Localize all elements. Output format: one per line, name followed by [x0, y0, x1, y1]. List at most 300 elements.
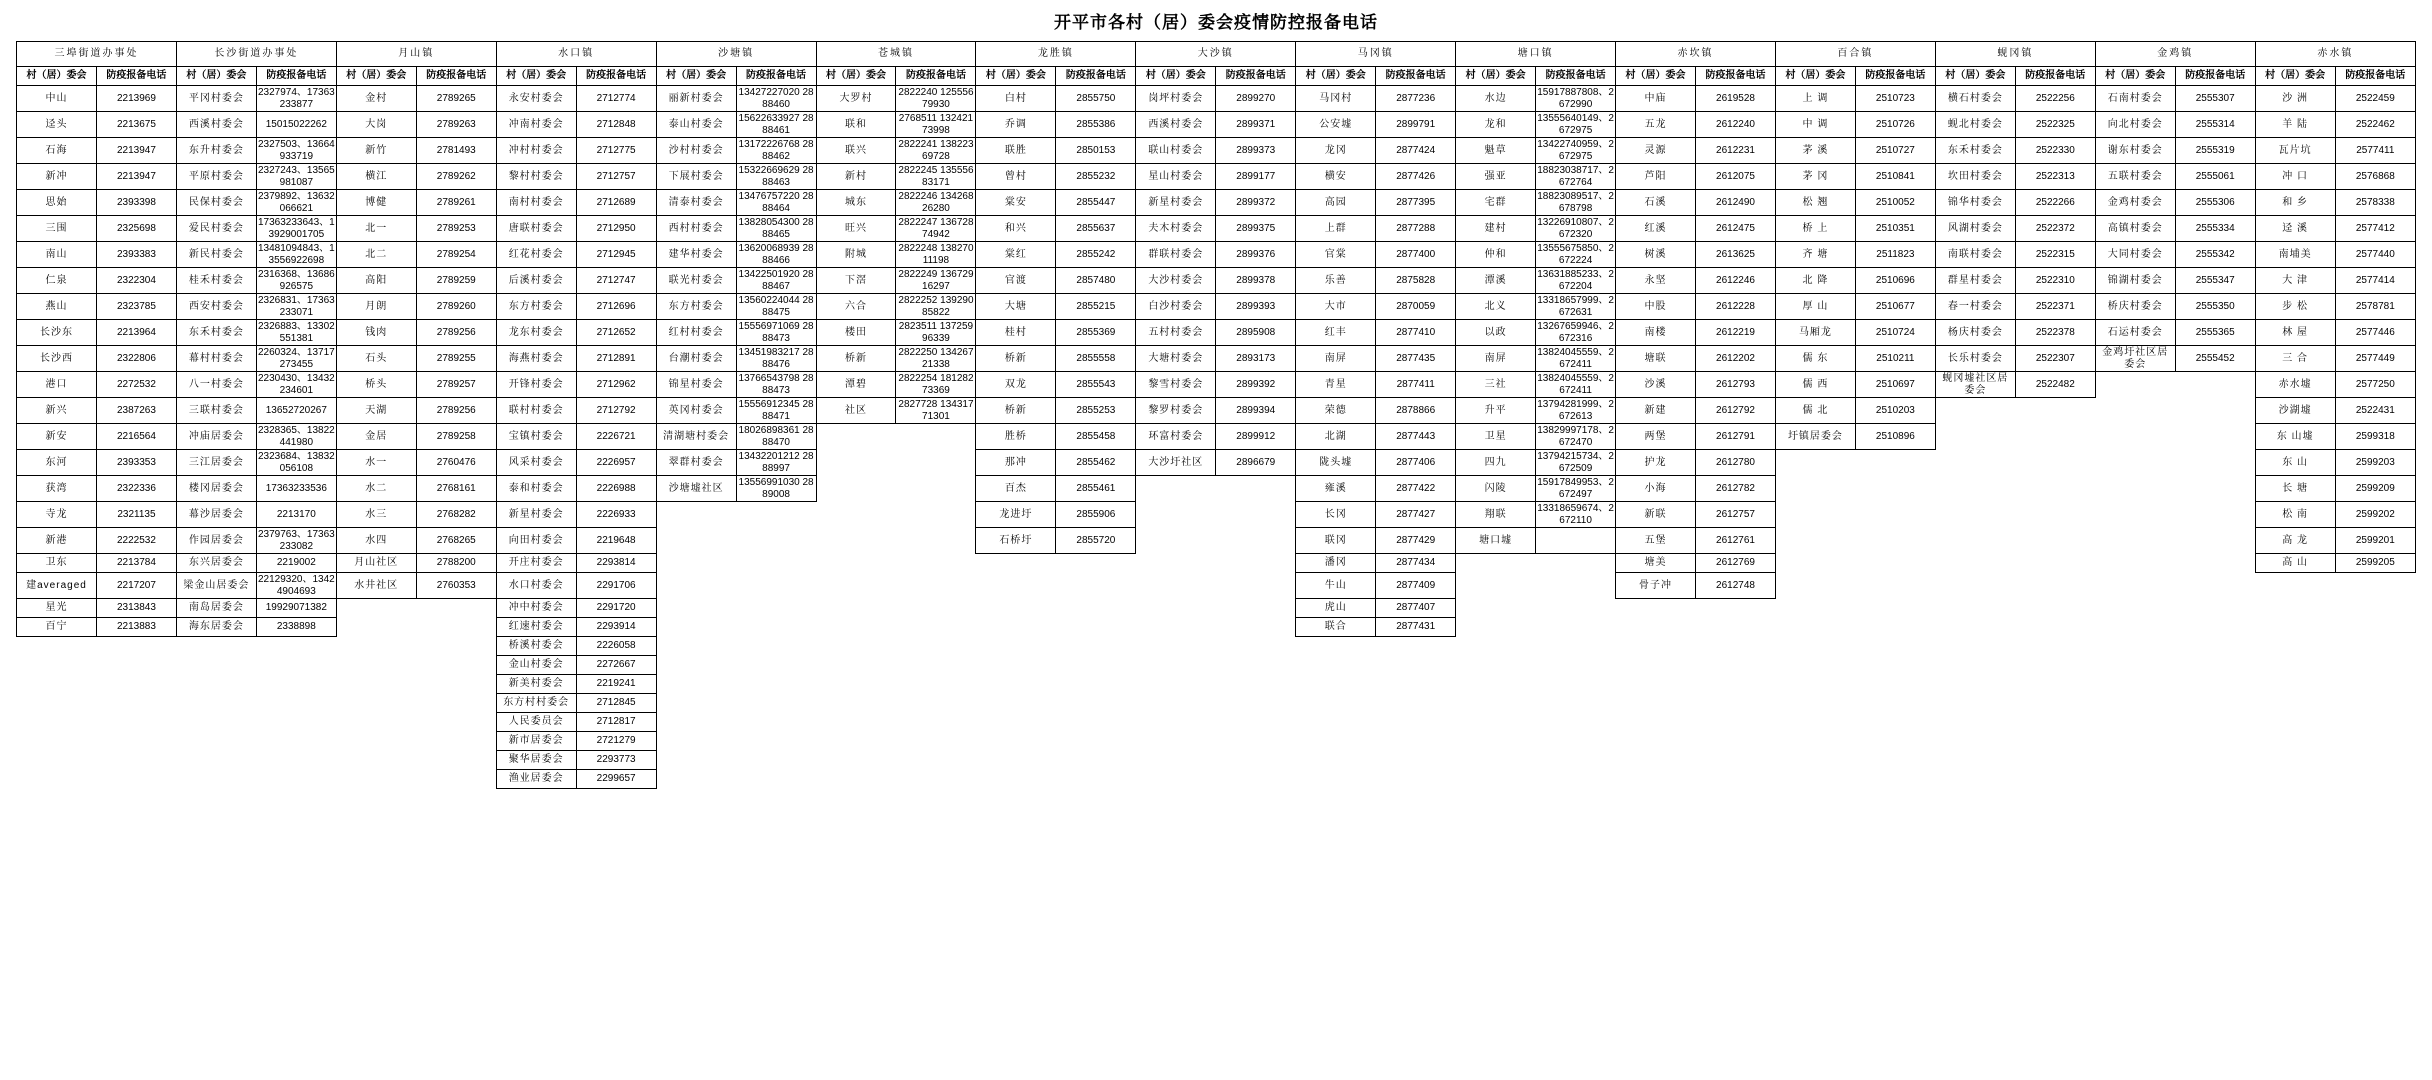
table-row	[17, 138, 2416, 164]
empty-cell	[816, 554, 896, 573]
phone-number-cell: 2855906	[1056, 502, 1136, 528]
village-name-cell: 坎田村委会	[1935, 164, 2015, 190]
phone-number-cell: 2712950	[576, 216, 656, 242]
village-name-cell: 海燕村委会	[496, 346, 576, 372]
empty-cell	[416, 751, 496, 770]
phone-number-cell: 2578338	[2335, 190, 2415, 216]
village-name-cell: 桥新	[976, 346, 1056, 372]
table-row	[17, 320, 2416, 346]
phone-number-cell: 2219002	[256, 554, 336, 573]
phone-number-cell: 2522459	[2335, 86, 2415, 112]
column-header-phone: 防疫报备电话	[896, 67, 976, 86]
empty-cell	[1855, 476, 1935, 502]
empty-cell	[976, 599, 1056, 618]
phone-number-cell: 2555350	[2175, 294, 2255, 320]
phone-number-cell: 2850153	[1056, 138, 1136, 164]
empty-cell	[2015, 398, 2095, 424]
village-name-cell: 升平	[1456, 398, 1536, 424]
empty-cell	[896, 450, 976, 476]
table-row	[17, 216, 2416, 242]
empty-cell	[416, 599, 496, 618]
town-header: 大沙镇	[1136, 42, 1296, 67]
phone-number-cell: 13652720267	[256, 398, 336, 424]
empty-cell	[2175, 573, 2255, 599]
empty-cell	[2015, 675, 2095, 694]
phone-number-cell: 2895908	[1216, 320, 1296, 346]
phone-number-cell: 2855215	[1056, 294, 1136, 320]
village-name-cell: 四九	[1456, 450, 1536, 476]
empty-cell	[656, 694, 736, 713]
village-name-cell: 陇头墟	[1296, 450, 1376, 476]
village-name-cell: 长 塘	[2255, 476, 2335, 502]
phone-number-cell: 13824045559、2672411	[1537, 373, 1614, 396]
phone-number-cell: 2510211	[1855, 346, 1935, 372]
village-name-cell: 新冲	[17, 164, 97, 190]
empty-cell	[656, 599, 736, 618]
empty-cell	[96, 656, 176, 675]
empty-cell	[1456, 599, 1536, 618]
phone-number-cell: 2822245 13555683171	[896, 164, 976, 190]
village-name-cell: 旺兴	[816, 216, 896, 242]
empty-cell	[1216, 637, 1296, 656]
village-name-cell: 青星	[1296, 372, 1376, 398]
village-name-cell: 迳 溪	[2255, 216, 2335, 242]
village-name-cell: 蚬北村委会	[1935, 112, 2015, 138]
phone-number-cell: 2555347	[2175, 268, 2255, 294]
column-header-village: 村（居）委会	[1935, 67, 2015, 86]
empty-cell	[1536, 751, 1616, 770]
empty-cell	[416, 618, 496, 637]
village-name-cell: 儒 北	[1775, 398, 1855, 424]
empty-cell	[1216, 528, 1296, 554]
phone-number-cell: 13794215734、2672509	[1537, 451, 1614, 474]
phone-number-cell: 2599202	[2335, 502, 2415, 528]
phone-number-cell: 2599205	[2335, 554, 2415, 573]
empty-cell	[2095, 476, 2175, 502]
village-name-cell: 五龙	[1616, 112, 1696, 138]
empty-cell	[1935, 694, 2015, 713]
phone-number-cell: 2712689	[576, 190, 656, 216]
phone-number-cell: 2855253	[1056, 398, 1136, 424]
empty-cell	[1456, 713, 1536, 732]
village-name-cell: 星山村委会	[1136, 164, 1216, 190]
phone-number-cell: 2226957	[576, 450, 656, 476]
phone-number-cell: 2877426	[1376, 164, 1456, 190]
empty-cell	[816, 770, 896, 789]
phone-number-cell: 2293914	[576, 618, 656, 637]
village-name-cell: 台潮村委会	[656, 346, 736, 372]
village-name-cell: 大市	[1296, 294, 1376, 320]
village-name-cell: 强亚	[1456, 164, 1536, 190]
village-name-cell: 高阳	[336, 268, 416, 294]
town-header-row	[17, 42, 2416, 67]
empty-cell	[1136, 656, 1216, 675]
village-name-cell: 锦星村委会	[656, 372, 736, 398]
empty-cell	[1216, 751, 1296, 770]
empty-cell	[336, 751, 416, 770]
phone-number-cell: 2219648	[576, 528, 656, 554]
phone-number-cell: 2387263	[96, 398, 176, 424]
phone-number-cell: 2323785	[96, 294, 176, 320]
village-name-cell: 冲 口	[2255, 164, 2335, 190]
empty-cell	[2335, 694, 2415, 713]
empty-cell	[1136, 554, 1216, 573]
empty-cell	[1935, 770, 2015, 789]
phone-number-cell: 2555452	[2175, 346, 2255, 372]
phone-number-cell: 13427227020 2888460	[736, 86, 816, 112]
village-name-cell: 三围	[17, 216, 97, 242]
village-name-cell: 新星村委会	[496, 502, 576, 528]
village-name-cell: 金鸡村委会	[2095, 190, 2175, 216]
empty-cell	[1696, 675, 1776, 694]
phone-number-cell: 2899372	[1216, 190, 1296, 216]
empty-cell	[1855, 713, 1935, 732]
empty-cell	[896, 770, 976, 789]
village-name-cell: 北湖	[1296, 424, 1376, 450]
village-name-cell: 虎山	[1296, 599, 1376, 618]
village-name-cell: 红花村委会	[496, 242, 576, 268]
empty-cell	[1696, 713, 1776, 732]
empty-cell	[1376, 694, 1456, 713]
village-name-cell: 树溪	[1616, 242, 1696, 268]
phone-number-cell: 2599201	[2335, 528, 2415, 554]
village-name-cell: 南山	[17, 242, 97, 268]
empty-cell	[1136, 751, 1216, 770]
village-name-cell: 潭溪	[1456, 268, 1536, 294]
town-header: 蚬冈镇	[1935, 42, 2095, 67]
empty-cell	[736, 573, 816, 599]
empty-cell	[816, 713, 896, 732]
village-name-cell: 魁草	[1456, 138, 1536, 164]
village-name-cell: 棠红	[976, 242, 1056, 268]
empty-cell	[1536, 599, 1616, 618]
empty-cell	[816, 656, 896, 675]
village-name-cell: 红丰	[1296, 320, 1376, 346]
village-name-cell: 联山村委会	[1136, 138, 1216, 164]
empty-cell	[1136, 476, 1216, 502]
village-name-cell: 向北村委会	[2095, 112, 2175, 138]
village-name-cell: 横石村委会	[1935, 86, 2015, 112]
empty-cell	[1456, 751, 1536, 770]
village-name-cell: 长沙西	[17, 346, 97, 372]
village-name-cell: 东方村委会	[656, 294, 736, 320]
empty-cell	[2015, 573, 2095, 599]
phone-number-cell: 13555675850、2672224	[1537, 243, 1614, 266]
empty-cell	[416, 770, 496, 789]
village-name-cell: 新美村委会	[496, 675, 576, 694]
phone-number-cell: 2877443	[1376, 424, 1456, 450]
village-name-cell: 东河	[17, 450, 97, 476]
empty-cell	[1536, 770, 1616, 789]
phone-number-cell: 13172226768 2888462	[736, 138, 816, 164]
phone-directory-table	[16, 41, 2416, 789]
empty-cell	[816, 694, 896, 713]
empty-cell	[896, 573, 976, 599]
empty-cell	[656, 528, 736, 554]
village-name-cell: 塘联	[1616, 346, 1696, 372]
phone-number-cell: 2612246	[1696, 268, 1776, 294]
phone-number-cell: 2612791	[1696, 424, 1776, 450]
empty-cell	[896, 554, 976, 573]
village-name-cell: 新港	[17, 528, 97, 554]
village-name-cell: 大沙圩社区	[1136, 450, 1216, 476]
village-name-cell: 西村村委会	[656, 216, 736, 242]
village-name-cell: 长乐村委会	[1935, 346, 2015, 372]
table-row	[17, 398, 2416, 424]
village-name-cell: 新兴	[17, 398, 97, 424]
phone-number-cell: 2712845	[576, 694, 656, 713]
phone-number-cell: 2322806	[96, 346, 176, 372]
empty-cell	[896, 476, 976, 502]
village-name-cell: 黎罗村委会	[1136, 398, 1216, 424]
empty-cell	[1935, 398, 2015, 424]
village-name-cell: 中庙	[1616, 86, 1696, 112]
village-name-cell: 茅 冈	[1775, 164, 1855, 190]
village-name-cell: 思始	[17, 190, 97, 216]
phone-number-cell: 2855750	[1056, 86, 1136, 112]
empty-cell	[336, 732, 416, 751]
phone-number-cell: 2855462	[1056, 450, 1136, 476]
empty-cell	[2095, 528, 2175, 554]
empty-cell	[2335, 573, 2415, 599]
empty-cell	[1456, 675, 1536, 694]
village-name-cell: 三 合	[2255, 346, 2335, 372]
empty-cell	[1935, 554, 2015, 573]
empty-cell	[1855, 599, 1935, 618]
empty-cell	[2095, 618, 2175, 637]
village-name-cell: 白沙村委会	[1136, 294, 1216, 320]
village-name-cell: 齐 塘	[1775, 242, 1855, 268]
empty-cell	[1056, 751, 1136, 770]
phone-number-cell: 2877406	[1376, 450, 1456, 476]
phone-number-cell: 2857480	[1056, 268, 1136, 294]
village-name-cell: 建华村委会	[656, 242, 736, 268]
empty-cell	[1136, 573, 1216, 599]
town-header: 金鸡镇	[2095, 42, 2255, 67]
sub-header-row	[17, 67, 2416, 86]
empty-cell	[2175, 675, 2255, 694]
phone-number-cell: 13422501920 2888467	[736, 268, 816, 294]
empty-cell	[2335, 713, 2415, 732]
empty-cell	[2335, 770, 2415, 789]
column-header-phone: 防疫报备电话	[2175, 67, 2255, 86]
phone-number-cell: 2612231	[1696, 138, 1776, 164]
village-name-cell: 新联	[1616, 502, 1696, 528]
column-header-phone: 防疫报备电话	[1696, 67, 1776, 86]
empty-cell	[736, 751, 816, 770]
village-name-cell: 石海	[17, 138, 97, 164]
empty-cell	[1775, 732, 1855, 751]
village-name-cell: 后溪村委会	[496, 268, 576, 294]
phone-number-cell: 18823089517、2678798	[1537, 191, 1614, 214]
empty-cell	[656, 732, 736, 751]
village-name-cell: 联光村委会	[656, 268, 736, 294]
empty-cell	[1855, 618, 1935, 637]
empty-cell	[1056, 599, 1136, 618]
phone-number-cell: 18026898361 2888470	[736, 424, 816, 450]
phone-number-cell: 2393383	[96, 242, 176, 268]
empty-cell	[656, 554, 736, 573]
village-name-cell: 获湾	[17, 476, 97, 502]
column-header-village: 村（居）委会	[1136, 67, 1216, 86]
empty-cell	[1536, 618, 1616, 637]
empty-cell	[2095, 656, 2175, 675]
phone-number-cell: 2768161	[416, 476, 496, 502]
phone-number-cell: 2612228	[1696, 294, 1776, 320]
village-name-cell: 乔调	[976, 112, 1056, 138]
village-name-cell: 步 松	[2255, 294, 2335, 320]
column-header-village: 村（居）委会	[1456, 67, 1536, 86]
phone-number-cell: 2576868	[2335, 164, 2415, 190]
empty-cell	[2095, 502, 2175, 528]
table-row	[17, 476, 2416, 502]
empty-cell	[1216, 599, 1296, 618]
village-name-cell: 冲南村委会	[496, 112, 576, 138]
phone-number-cell: 2788200	[416, 554, 496, 573]
village-name-cell: 大 津	[2255, 268, 2335, 294]
village-name-cell: 风湖村委会	[1935, 216, 2015, 242]
phone-number-cell: 2213170	[256, 502, 336, 528]
phone-number-cell: 15015022262	[256, 112, 336, 138]
empty-cell	[176, 694, 256, 713]
village-name-cell: 冲村村委会	[496, 138, 576, 164]
phone-number-cell: 2260324、13717273455	[257, 347, 335, 370]
village-name-cell: 桂禾村委会	[176, 268, 256, 294]
empty-cell	[2095, 372, 2175, 398]
village-name-cell: 塘美	[1616, 554, 1696, 573]
phone-number-cell: 2511823	[1855, 242, 1935, 268]
phone-number-cell: 2877431	[1376, 618, 1456, 637]
empty-cell	[1616, 618, 1696, 637]
empty-cell	[1376, 770, 1456, 789]
column-header-village: 村（居）委会	[976, 67, 1056, 86]
phone-number-cell: 2822241 13822369728	[896, 138, 976, 164]
column-header-phone: 防疫报备电话	[1855, 67, 1935, 86]
empty-cell	[336, 637, 416, 656]
empty-cell	[1536, 694, 1616, 713]
empty-cell	[2095, 732, 2175, 751]
phone-number-cell: 2522371	[2015, 294, 2095, 320]
phone-number-cell: 13556991030 2889008	[736, 476, 816, 502]
phone-number-cell: 2219241	[576, 675, 656, 694]
phone-number-cell: 13481094843、13556922698	[257, 243, 335, 266]
empty-cell	[2015, 424, 2095, 450]
empty-cell	[416, 732, 496, 751]
empty-cell	[816, 450, 896, 476]
empty-cell	[1216, 502, 1296, 528]
empty-cell	[1136, 694, 1216, 713]
empty-cell	[17, 656, 97, 675]
phone-number-cell: 2226988	[576, 476, 656, 502]
phone-number-cell: 15917849953、2672497	[1537, 477, 1614, 500]
village-name-cell: 寺龙	[17, 502, 97, 528]
empty-cell	[1855, 637, 1935, 656]
empty-cell	[1216, 656, 1296, 675]
table-row	[17, 732, 2416, 751]
phone-number-cell: 2855386	[1056, 112, 1136, 138]
column-header-village: 村（居）委会	[336, 67, 416, 86]
empty-cell	[96, 637, 176, 656]
empty-cell	[96, 732, 176, 751]
phone-number-cell: 2877410	[1376, 320, 1456, 346]
town-header: 赤坎镇	[1616, 42, 1776, 67]
village-name-cell: 新民村委会	[176, 242, 256, 268]
village-name-cell: 两堡	[1616, 424, 1696, 450]
village-name-cell: 林 屋	[2255, 320, 2335, 346]
empty-cell	[1775, 656, 1855, 675]
phone-number-cell: 2760353	[416, 573, 496, 599]
empty-cell	[256, 713, 336, 732]
phone-number-cell	[1536, 528, 1616, 554]
empty-cell	[1775, 751, 1855, 770]
town-header: 月山镇	[336, 42, 496, 67]
phone-number-cell: 2272532	[96, 372, 176, 398]
empty-cell	[1775, 713, 1855, 732]
empty-cell	[1296, 656, 1376, 675]
empty-cell	[256, 675, 336, 694]
empty-cell	[1056, 637, 1136, 656]
empty-cell	[656, 675, 736, 694]
village-name-cell: 白村	[976, 86, 1056, 112]
village-name-cell: 水边	[1456, 86, 1536, 112]
phone-number-cell: 13794281999、2672613	[1537, 399, 1614, 422]
village-name-cell: 龙和	[1456, 112, 1536, 138]
phone-number-cell: 2877435	[1376, 346, 1456, 372]
phone-number-cell: 2510723	[1855, 86, 1935, 112]
empty-cell	[1696, 732, 1776, 751]
phone-number-cell: 2217207	[96, 573, 176, 599]
empty-cell	[1616, 656, 1696, 675]
village-name-cell: 官棠	[1296, 242, 1376, 268]
phone-number-cell: 2338898	[256, 618, 336, 637]
phone-number-cell: 2555307	[2175, 86, 2255, 112]
phone-number-cell: 2855369	[1056, 320, 1136, 346]
phone-number-cell: 2612475	[1696, 216, 1776, 242]
phone-number-cell: 2878866	[1376, 398, 1456, 424]
phone-number-cell: 2393398	[96, 190, 176, 216]
empty-cell	[1935, 675, 2015, 694]
column-header-phone: 防疫报备电话	[576, 67, 656, 86]
village-name-cell: 水口村委会	[496, 573, 576, 599]
village-name-cell: 丽新村委会	[656, 86, 736, 112]
empty-cell	[1296, 751, 1376, 770]
column-header-phone: 防疫报备电话	[736, 67, 816, 86]
phone-number-cell: 2877400	[1376, 242, 1456, 268]
phone-number-cell: 2327243、13565981087	[257, 165, 335, 188]
village-name-cell: 红速村委会	[496, 618, 576, 637]
village-name-cell: 沙 洲	[2255, 86, 2335, 112]
empty-cell	[1775, 573, 1855, 599]
village-name-cell: 八一村委会	[176, 372, 256, 398]
village-name-cell: 南村村委会	[496, 190, 576, 216]
phone-number-cell: 2555365	[2175, 320, 2255, 346]
phone-number-cell: 13560224044 2888475	[736, 294, 816, 320]
phone-number-cell: 2855543	[1056, 372, 1136, 398]
table-row	[17, 346, 2416, 372]
empty-cell	[2015, 476, 2095, 502]
empty-cell	[2255, 751, 2335, 770]
phone-number-cell: 2899912	[1216, 424, 1296, 450]
empty-cell	[1216, 675, 1296, 694]
empty-cell	[2175, 732, 2255, 751]
empty-cell	[1775, 618, 1855, 637]
phone-number-cell: 2522378	[2015, 320, 2095, 346]
empty-cell	[1775, 675, 1855, 694]
empty-cell	[656, 713, 736, 732]
village-name-cell: 儒 西	[1775, 372, 1855, 398]
phone-number-cell: 2213784	[96, 554, 176, 573]
empty-cell	[2175, 476, 2255, 502]
